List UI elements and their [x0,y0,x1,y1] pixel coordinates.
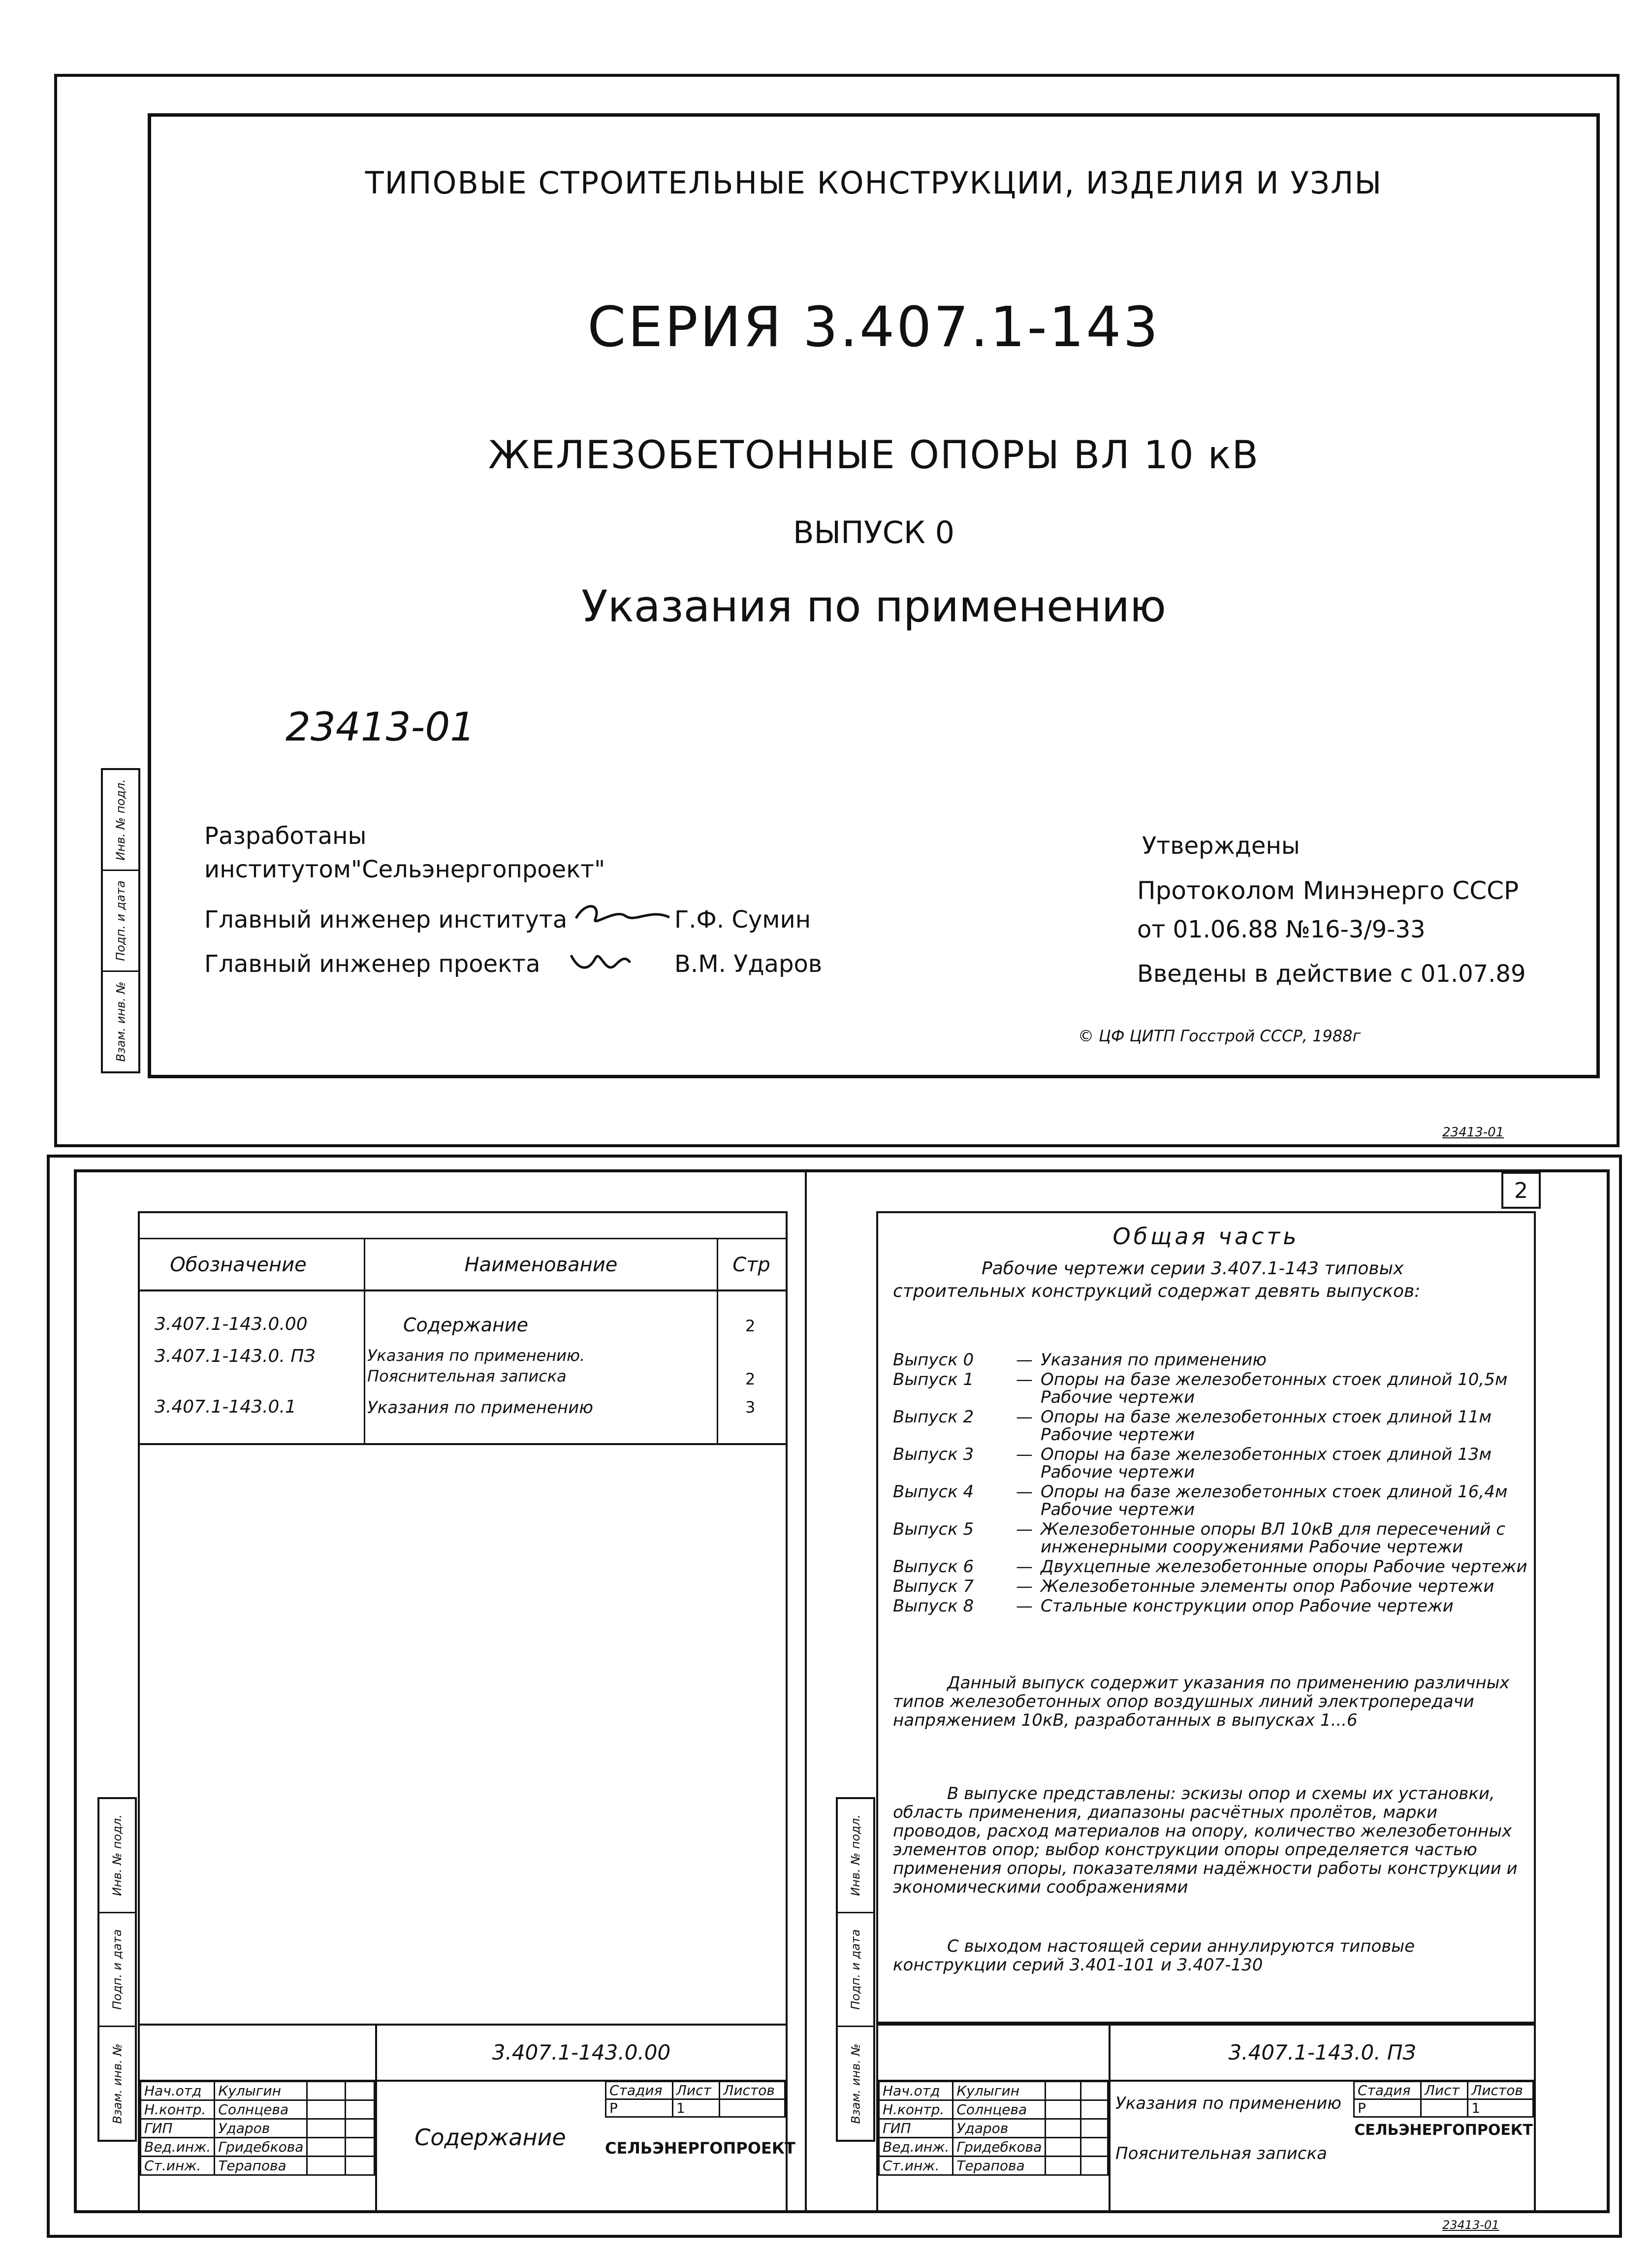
signer-role: Вед.инж. [141,2138,215,2157]
list-item: Выпуск 4 — Опоры на базе железобетонных стоек длиной 16,4м Рабочие чертежи [893,1482,1508,1519]
approved-line-2: Протоколом Минэнерго СССР [1137,876,1519,905]
signer-name: Ударов [953,2119,1046,2138]
general-title-block [876,2024,1536,2213]
contents-doc-code: 3.407.1-143.0.00 [492,2040,671,2064]
signer-role: Нач.отд [141,2082,215,2100]
list-item: Выпуск 6 — Двухцепные железобетонные опоры Рабочие чертежи [893,1557,1527,1577]
cover-subject: ЖЕЛЕЗОБЕТОННЫЕ ОПОРЫ ВЛ 10 кВ [488,433,1260,478]
contents-table [138,1211,788,1445]
signer-role: Н.контр. [879,2100,953,2119]
col-name: Наименование [464,1254,618,1276]
table-row-page: 3 [745,1398,756,1417]
table-row-name: Указания по применению. Пояснительная записка [367,1346,585,1386]
approved-line-1: Утверждены [1142,832,1300,860]
stamp-field: Инв. № подл. [849,1814,863,1897]
page-number-box: 2 [1501,1172,1541,1209]
table-row-code: 3.407.1-143.0.1 [155,1397,296,1417]
stamp-field: Взам. инв. № [849,2043,863,2124]
contents-signers [140,2081,375,2176]
general-stage-table [1353,2081,1534,2118]
signer-name: Солнцева [215,2100,307,2119]
signer-role: ГИП [879,2119,953,2138]
introduced-line: Введены в действие с 01.07.89 [1137,960,1526,988]
table-row-name: Указания по применению [367,1398,593,1418]
table-row-code: 3.407.1-143.0. ПЗ [155,1346,316,1366]
col-designation: Обозначение [170,1254,307,1276]
list-item: Выпуск 1 — Опоры на базе железобетонных стоек длиной 10,5м Рабочие чертежи [893,1370,1508,1407]
signature-udarov [566,945,635,980]
col-page: Стр [732,1254,770,1276]
general-para-1: Данный выпуск содержит указания по применению различных типов железобетонных опор воздушных линий электропередачи напряжением 10кВ, разработанных в выпусках 1...6 [893,1673,1510,1730]
general-text-box [876,1211,1536,2024]
signer-name: Терапова [215,2157,307,2175]
developer-line-2: институтом"Сельэнергопроект" [204,856,605,883]
contents-sheet-title: Содержание [414,2124,566,2151]
sheet-label: Лист [1421,2082,1467,2099]
issue-list [893,1351,1528,1617]
lower-corner-number: 23413-01 [1442,2218,1499,2232]
sheet-value: 1 [1468,2099,1533,2117]
signer-name: Гридебкова [953,2138,1046,2157]
list-item: Выпуск 7 — Железобетонные элементы опор Рабочие чертежи [893,1577,1494,1596]
right-side-stamp [836,1797,875,2142]
inventory-number: 23413-01 [286,704,476,750]
signer-name: Кулыгин [953,2082,1046,2100]
general-para-3: С выходом настоящей серии аннулируются типовые конструкции серий 3.401-101 и 3.407-130 [893,1936,1415,1975]
general-sheet-title-2: Пояснительная записка [1115,2144,1327,2163]
stamp-field: Подп. и дата [849,1929,862,2010]
chief-engineer-project-name: В.М. Ударов [674,950,823,978]
chief-engineer-institute-label: Главный инженер института [204,906,568,934]
stage-value: Р [1354,2099,1421,2117]
stage-label: Стадия [1354,2082,1421,2099]
list-item: Выпуск 2 — Опоры на базе железобетонных стоек длиной 11м Рабочие чертежи [893,1407,1492,1445]
signer-role: Вед.инж. [879,2138,953,2157]
approved-line-3: от 01.06.88 №16-3/9-33 [1137,916,1426,943]
table-row-code: 3.407.1-143.0.00 [155,1314,308,1334]
sheet-label: Лист [672,2082,719,2099]
signer-name: Ударов [215,2119,307,2138]
general-intro: Рабочие чертежи серии 3.407.1-143 типовых строительных конструкций содержат девять выпусков: [893,1258,1421,1301]
signer-role: Н.контр. [141,2100,215,2119]
cover-series: СЕРИЯ 3.407.1-143 [587,295,1160,359]
general-signers [878,2081,1109,2176]
contents-stage-table [605,2081,786,2118]
signature-sumin [571,899,674,933]
stamp-field: Взам. инв. № [110,2043,125,2124]
cover-issue: ВЫПУСК 0 [793,515,955,550]
chief-engineer-project-label: Главный инженер проекта [204,950,540,978]
list-item: Выпуск 0 — Указания по применению [893,1350,1267,1370]
fold-divider [805,1169,807,2213]
signer-role: Ст.инж. [879,2157,953,2175]
stamp-field: Подп. и дата [110,1929,124,2010]
cover-side-stamp [101,768,140,1073]
cover-header: ТИПОВЫЕ СТРОИТЕЛЬНЫЕ КОНСТРУКЦИИ, ИЗДЕЛИЯ И УЗЛЫ [365,165,1383,201]
chief-engineer-institute-name: Г.Ф. Сумин [674,906,811,934]
general-sheet-title-1: Указания по применению [1115,2094,1341,2113]
table-row-name: Содержание [403,1314,528,1336]
sheets-label: Листов [720,2082,785,2099]
general-heading: Общая часть [1112,1223,1300,1250]
contents-org: СЕЛЬЭНЕРГОПРОЕКТ [605,2139,795,2158]
general-para-2: В выпуске представлены: эскизы опор и схемы их установки, область применения, диапазоны расчётных пролётов, марки проводов, расход материалов на опору, количество железобетонных элементов опор; выбор конструкции опоры определяется частью применения опоры, показателями надёжности работы конструкции и экономическими соображениями [893,1784,1518,1897]
signer-role: Нач.отд [879,2082,953,2100]
sheets-label: Листов [1468,2082,1533,2099]
list-item: Выпуск 8 — Стальные конструкции опор Рабочие чертежи [893,1596,1454,1616]
table-row-page: 2 [745,1370,756,1388]
stamp-field: Инв. № подл. [110,1814,125,1897]
cover-topic: Указания по применению [581,581,1166,632]
stage-label: Стадия [606,2082,673,2099]
stamp-field: Взам. инв. № [114,981,128,1062]
stamp-field: Подп. и дата [114,880,127,961]
contents-title-block [138,2024,795,2213]
sheet-value: 1 [672,2099,719,2117]
developer-line-1: Разработаны [204,822,367,850]
table-row-page: 2 [745,1317,756,1335]
signer-name: Кулыгин [215,2082,307,2100]
signer-name: Гридебкова [215,2138,307,2157]
signer-name: Солнцева [953,2100,1046,2119]
signer-role: Ст.инж. [141,2157,215,2175]
stage-value: Р [606,2099,673,2117]
stamp-field: Инв. № подл. [114,779,128,861]
signer-role: ГИП [141,2119,215,2138]
left-side-stamp [97,1797,137,2142]
general-doc-code: 3.407.1-143.0. ПЗ [1228,2040,1416,2064]
copyright-note: © ЦФ ЦИТП Госстрой СССР, 1988г [1078,1027,1361,1045]
signer-name: Терапова [953,2157,1046,2175]
list-item: Выпуск 3 — Опоры на базе железобетонных стоек длиной 13м Рабочие чертежи [893,1445,1492,1482]
cover-corner-number: 23413-01 [1442,1125,1504,1140]
general-org: СЕЛЬЭНЕРГОПРОЕКТ [1354,2122,1533,2139]
list-item: Выпуск 5 — Железобетонные опоры ВЛ 10кВ для пересечений с инженерными сооружениями Рабочие чертежи [893,1519,1505,1557]
